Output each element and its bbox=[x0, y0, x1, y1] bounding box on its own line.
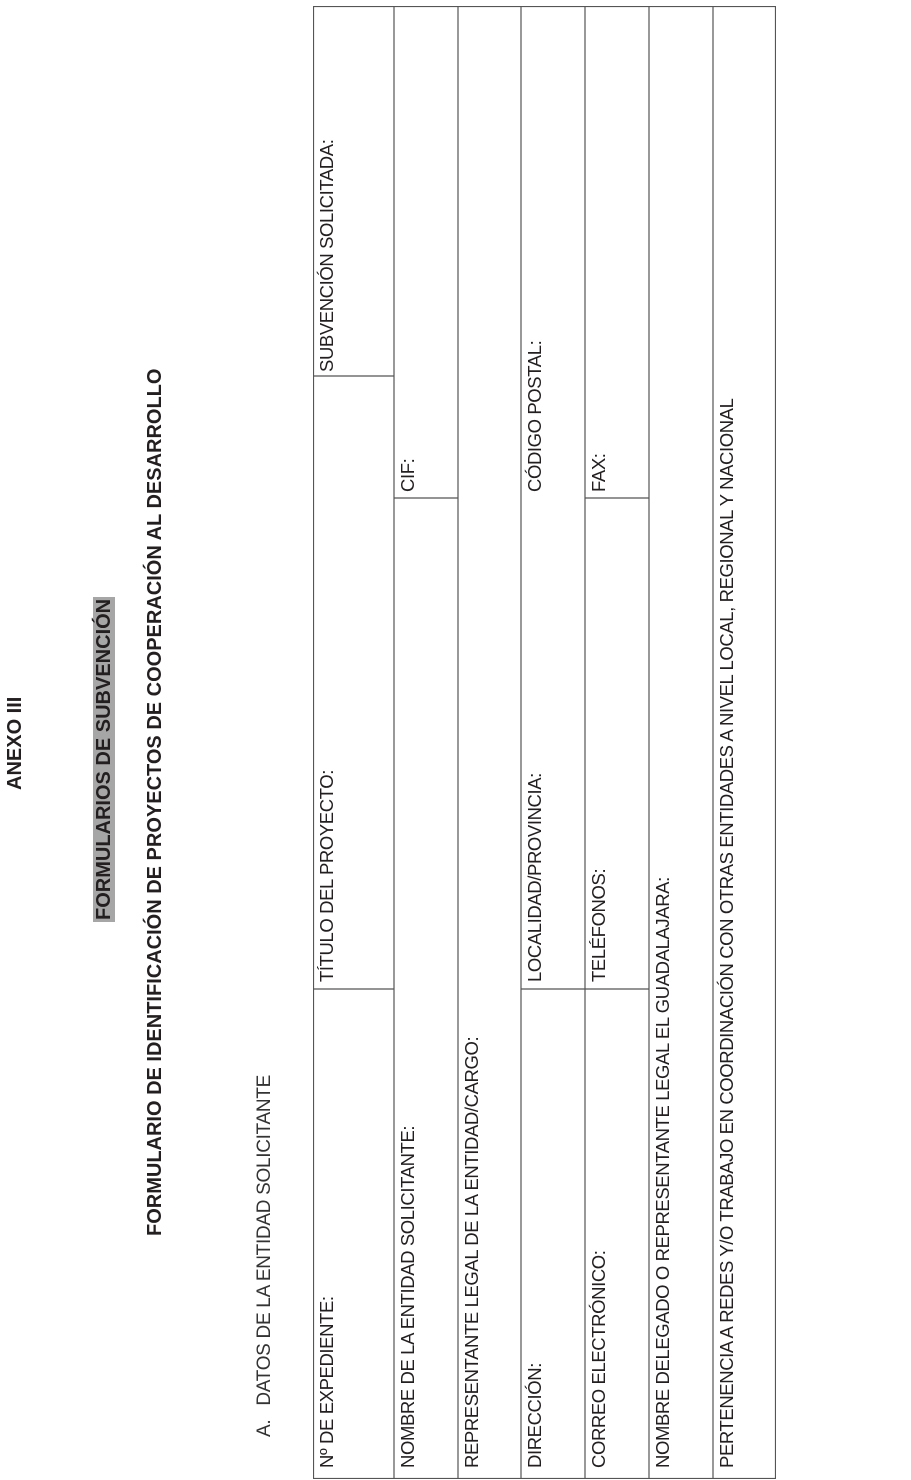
section-heading bbox=[254, 1075, 276, 1437]
form-title: FORMULARIO DE IDENTIFICACIÓN DE PROYECTOS DE COOPERACIÓN AL DESARROLLO bbox=[144, 368, 166, 1236]
form-subtitle-text: FORMULARIOS DE SUBVENCIÓN bbox=[93, 598, 115, 920]
field-expediente-label: Nº DE EXPEDIENTE: bbox=[316, 1296, 337, 1468]
field-codigo-postal-label: CÓDIGO POSTAL: bbox=[524, 340, 545, 492]
field-delegado-label: NOMBRE DELEGADO O REPRESENTANTE LEGAL EL GUADALAJARA: bbox=[652, 877, 673, 1468]
field-nombre-entidad-label: NOMBRE DE LA ENTIDAD SOLICITANTE: bbox=[397, 1125, 418, 1468]
field-fax-label: FAX: bbox=[588, 453, 609, 492]
section-title: DATOS DE LA ENTIDAD SOLICITANTE bbox=[254, 1074, 275, 1406]
field-localidad-label: LOCALIDAD/PROVINCIA: bbox=[524, 773, 545, 982]
field-direccion-label: DIRECCIÓN: bbox=[524, 1363, 545, 1468]
form-subtitle bbox=[93, 597, 116, 922]
section-letter: A. bbox=[254, 1419, 275, 1437]
field-representante-label: REPRESENTANTE LEGAL DE LA ENTIDAD/CARGO: bbox=[461, 1036, 482, 1468]
field-subvencion-label: SUBVENCIÓN SOLICITADA: bbox=[316, 139, 337, 372]
annex-heading: ANEXO III bbox=[4, 696, 26, 790]
field-correo-label: CORREO ELECTRÓNICO: bbox=[588, 1250, 609, 1468]
field-titulo-proyecto-label: TÍTULO DEL PROYECTO: bbox=[316, 770, 337, 982]
applicant-data-table bbox=[313, 6, 776, 1479]
field-cif-label: CIF: bbox=[397, 458, 418, 492]
table-grid bbox=[313, 6, 776, 1479]
field-redes-label: PERTENENCIA A REDES Y/O TRABAJO EN COORDINACIÓN CON OTRAS ENTIDADES A NIVEL LOCAL, REGIONAL Y NACIONAL bbox=[716, 398, 737, 1468]
field-telefonos-label: TELÉFONOS: bbox=[588, 868, 609, 982]
